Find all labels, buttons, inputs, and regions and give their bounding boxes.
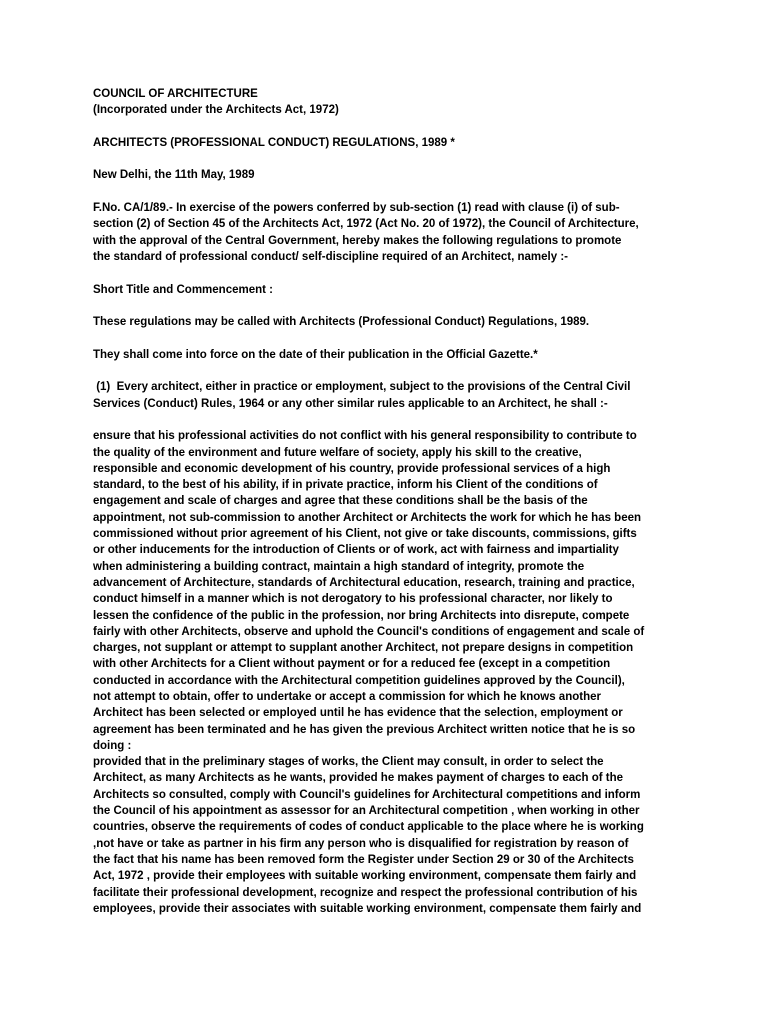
spacer — [93, 184, 685, 200]
duties-line: fairly with other Architects, observe and uphold the Council's conditions of engagement and scale of — [93, 625, 645, 638]
duties-line: agreement has been terminated and he has given the previous Architect written notice that he is so — [93, 723, 636, 736]
duties-line: when administering a building contract, maintain a high standard of integrity, promote the — [93, 560, 585, 573]
section-title: Short Title and Commencement : — [93, 283, 273, 296]
duties-line: appointment, not sub-commission to another Architect or Architects the work for which he has been — [93, 511, 642, 524]
duties-line: employees, provide their associates with suitable working environment, compensate them fairly and — [93, 902, 642, 915]
duties-line: or other inducements for the introduction of Clients or of work, act with fairness and impartiality — [93, 544, 619, 557]
duties-line: doing : — [93, 739, 132, 752]
preamble-line: section (2) of Section 45 of the Architects Act, 1972 (Act No. 20 of 1972), the Council of Architecture, — [93, 218, 639, 231]
heading-organization: COUNCIL OF ARCHITECTURE — [93, 88, 258, 100]
duties-line: the fact that his name has been removed form the Register under Section 29 or 30 of the Architects — [93, 853, 634, 866]
duties-line: commissioned without prior agreement of his Client, not give or take discounts, commissions, gifts — [93, 528, 637, 541]
duties-line: Architects so consulted, comply with Council's guidelines for Architectural competitions and inform — [93, 788, 641, 801]
duties-line: conduct himself in a manner which is not derogatory to his professional character, nor likely to — [93, 593, 613, 606]
duties-line: facilitate their professional development, recognize and respect the professional contribution of his — [93, 886, 638, 899]
spacer — [93, 330, 685, 346]
duties-line: countries, observe the requirements of codes of conduct applicable to the place where he is working — [93, 821, 644, 834]
heading-incorporation: (Incorporated under the Architects Act, 1972) — [93, 104, 339, 117]
duties-line: standard, to the best of his ability, if in private practice, inform his Client of the conditions of — [93, 479, 598, 492]
duties-line: Architect has been selected or employed until he has evidence that the selection, employment or — [93, 707, 623, 720]
duties-line: lessen the confidence of the public in the profession, nor bring Architects into disrepute, compete — [93, 609, 630, 622]
duties-line: with other Architects for a Client without payment or for a reduced fee (except in a competition — [93, 658, 611, 671]
duties-line: Act, 1972 , provide their employees with suitable working environment, compensate them fairly and — [93, 870, 637, 883]
preamble-line: F.No. CA/1/89.- In exercise of the powers conferred by sub-section (1) read with clause (i) of sub- — [93, 202, 620, 215]
clause-1-paragraph — [93, 379, 685, 412]
spacer — [93, 363, 685, 379]
spacer — [93, 151, 685, 167]
spacer — [93, 412, 685, 428]
place-and-date: New Delhi, the 11th May, 1989 — [93, 169, 255, 182]
spacer — [93, 298, 685, 314]
duties-line: engagement and scale of charges and agree that these conditions shall be the basis of the — [93, 495, 588, 508]
preamble-line: the standard of professional conduct/ self-discipline required of an Architect, namely :- — [93, 250, 568, 263]
duties-line: advancement of Architecture, standards of Architectural education, research, training and practice, — [93, 576, 635, 589]
clause-1-line: Services (Conduct) Rules, 1964 or any other similar rules applicable to an Architect, he shall :- — [93, 397, 608, 410]
spacer — [93, 119, 685, 135]
clause-1-line: (1) Every architect, either in practice or employment, subject to the provisions of the Central Civil — [93, 381, 631, 394]
duties-line: the Council of his appointment as assessor for an Architectural competition , when working in other — [93, 805, 640, 818]
duties-paragraph — [93, 428, 685, 917]
duties-line: provided that in the preliminary stages of works, the Client may consult, in order to select the — [93, 756, 604, 769]
spacer — [93, 265, 685, 281]
duties-line: Architect, as many Architects as he wants, provided he makes payment of charges to each of the — [93, 772, 624, 785]
duties-line: charges, not supplant or attempt to supplant another Architect, not prepare designs in competition — [93, 642, 634, 655]
commencement-paragraph: They shall come into force on the date of their publication in the Official Gazette.* — [93, 348, 538, 361]
duties-line: responsible and economic development of his country, provide professional services of a high — [93, 462, 611, 475]
document-page — [93, 86, 685, 917]
duties-line: conducted in accordance with the Architectural competition guidelines approved by the Council), — [93, 674, 625, 687]
short-title-paragraph: These regulations may be called with Architects (Professional Conduct) Regulations, 1989. — [93, 316, 590, 329]
duties-line: ensure that his professional activities do not conflict with his general responsibility to contribute to — [93, 430, 637, 443]
preamble-line: with the approval of the Central Government, hereby makes the following regulations to promote — [93, 234, 622, 247]
heading-regulations: ARCHITECTS (PROFESSIONAL CONDUCT) REGULATIONS, 1989 * — [93, 136, 455, 149]
preamble-paragraph — [93, 200, 685, 265]
duties-line: the quality of the environment and future welfare of society, apply his skill to the creative, — [93, 446, 582, 459]
duties-line: ,not have or take as partner in his firm any person who is disqualified for registration by reason of — [93, 837, 629, 850]
duties-line: not attempt to obtain, offer to undertake or accept a commission for which he knows another — [93, 690, 601, 703]
